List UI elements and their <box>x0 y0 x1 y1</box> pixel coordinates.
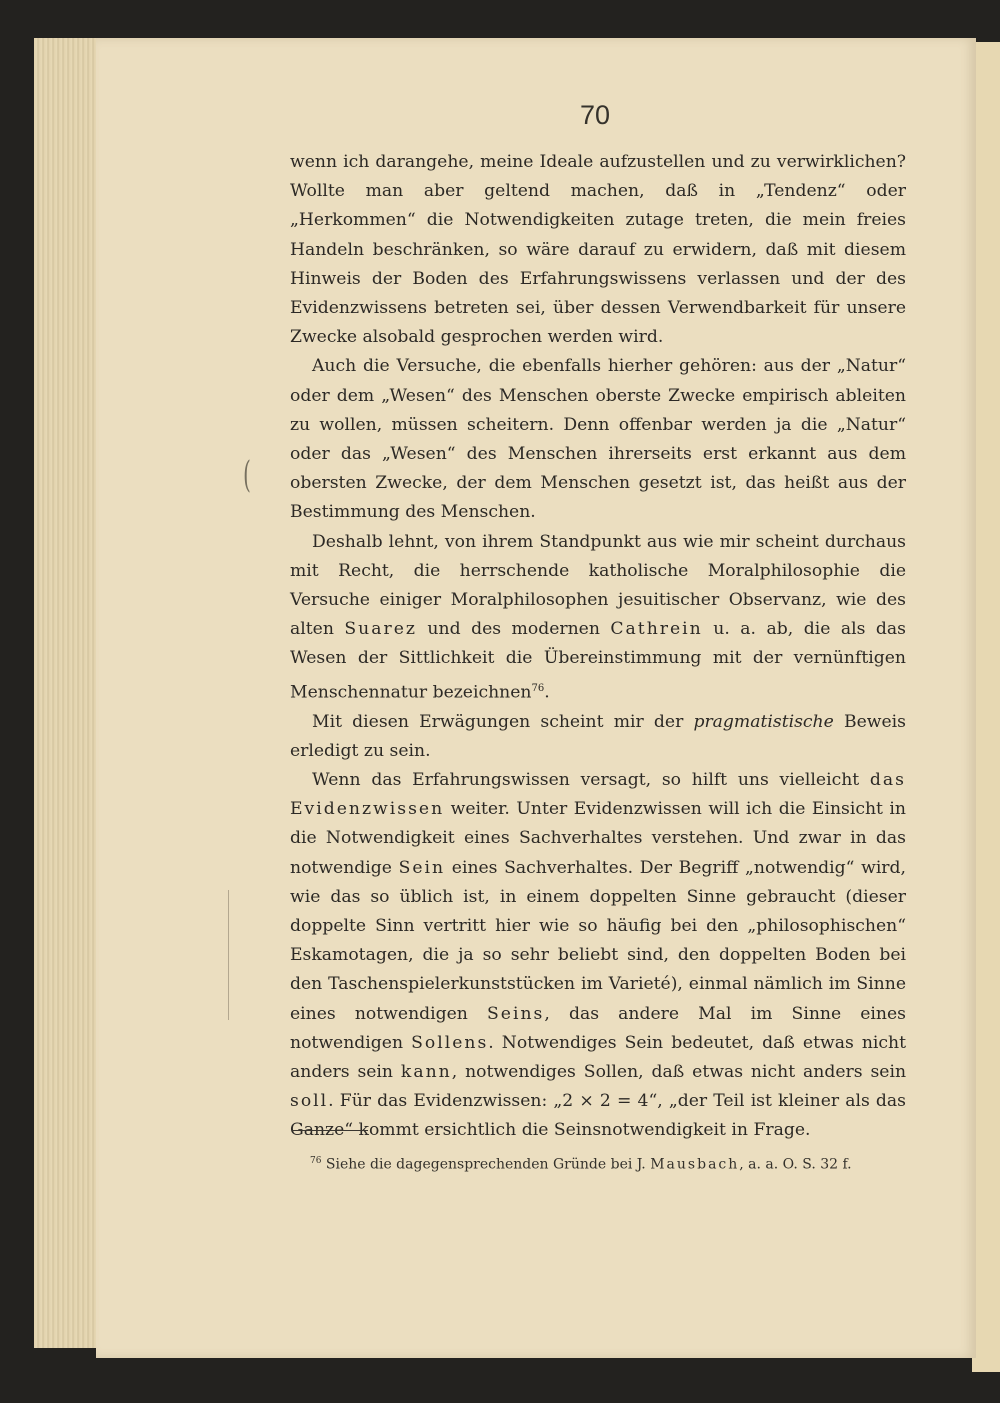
paragraph <box>290 148 906 352</box>
spaced-emphasis-text: kann <box>400 1062 452 1083</box>
paragraph <box>290 766 906 1146</box>
spaced-emphasis-text: Cathrein <box>610 619 703 640</box>
paragraph <box>290 352 906 527</box>
footnote-author: Mausbach <box>650 1156 740 1173</box>
pencil-margin-mark: ( <box>243 455 251 496</box>
spaced-emphasis-text: das Evidenzwissen <box>290 770 906 820</box>
paragraph <box>290 528 906 708</box>
paragraph-text: wenn ich darangehe, meine Ideale aufzustellen und zu verwirklichen? Wollte man aber geltend machen, daß in „Tendenz“ oder „Herkommen“ die Notwendigkeiten zutage treten, die mein freies Handeln beschränken, so wäre darauf zu erwidern, daß mit diesem Hinweis der Boden des Erfahrungswissens verlassen und der des Evidenzwissens betreten sei, über dessen Verwendbarkeit für unsere Zwecke alsobald gesprochen werden wird. <box>290 152 906 348</box>
page-number: 70 <box>579 100 611 130</box>
paragraph-text: weiter. Unter Evidenzwissen will ich die Einsicht in die Notwendigkeit eines Sachverhaltes verstehen. Und zwar in das notwendige <box>290 799 906 878</box>
spaced-emphasis-text: Sein <box>398 857 446 878</box>
paragraph-text: , notwendiges Sollen, daß etwas nicht anders sein <box>451 1062 907 1083</box>
paragraph-text: u. a. ab, die als das Wesen der Sittlichkeit die Übereinstimmung mit der vernünftigen Menschennatur bezeichnen <box>290 619 906 703</box>
paragraph-text: Beweis erledigt zu sein. <box>290 711 906 761</box>
spaced-emphasis-text: Seins <box>487 1003 545 1024</box>
paragraph-text: eines Sachverhaltes. Der Begriff „notwendig“ wird, wie das so üblich ist, in einem doppelten Sinne gebraucht (dieser doppelte Sinn vertritt hier wie so häufig bei den „philosophischen“ Eskamotagen, die ja so sehr beliebt sind, den doppelten Boden bei den Taschenspielerkunststücken im Varieté), einmal nämlich im Sinne eines notwendigen <box>290 857 906 1024</box>
footnote-rule <box>292 1130 368 1131</box>
spaced-emphasis-text: Sollens <box>411 1032 489 1053</box>
pencil-margin-line <box>228 890 229 1020</box>
paragraph-text: . Notwendiges Sein bedeutet, daß etwas nicht anders sein <box>290 1032 907 1083</box>
paragraph-text: Auch die Versuche, die ebenfalls hierher gehören: aus der „Natur“ oder dem „Wesen“ des Menschen oberste Zwecke empirisch ableiten zu wollen, müssen scheitern. Denn offenbar werden ja die „Natur“ oder das „Wesen“ des Menschen ihrerseits erst erkannt aus dem obersten Zwecke, der dem Menschen gesetzt ist, das heißt aus der Bestimmung des Menschen. <box>290 356 906 523</box>
footnote-text-after: , a. a. O. S. 32 f. <box>739 1156 852 1173</box>
right-page-edge <box>972 42 1000 1372</box>
emphasis-text: pragmatistische <box>693 711 834 732</box>
paragraph-text: , das andere Mal im Sinne eines notwendigen <box>290 1003 906 1053</box>
paragraph-text: Deshalb lehnt, von ihrem Standpunkt aus wie mir scheint durchaus mit Recht, die herrschende katholische Moralphilosophie die Versuche einiger Moralphilosophen jesuitischer Observanz, wie des alten <box>290 531 906 640</box>
footnote-text-before: Siehe die dagegensprechenden Gründe bei J. <box>325 1156 651 1173</box>
paragraph-text: Mit diesen Erwägungen scheint mir der <box>312 711 694 732</box>
paragraph-text: und des modernen <box>416 619 611 640</box>
paragraph-text: . Für das Evidenzwissen: „2 × 2 = 4“, „der Teil ist kleiner als das Ganze“ kommt ersichtlich die Seinsnotwendigkeit in Frage. <box>290 1091 906 1141</box>
paragraph-text: . <box>544 682 550 703</box>
paragraph-text: Wenn das Erfahrungswissen versagt, so hilft uns vielleicht <box>312 770 870 790</box>
footnote <box>310 1152 910 1174</box>
spaced-emphasis-text: soll <box>290 1091 329 1112</box>
stacked-page-edges <box>34 38 96 1348</box>
spaced-emphasis-text: Suarez <box>344 619 417 640</box>
footnote-reference: 76 <box>531 682 545 694</box>
paragraph <box>290 708 906 766</box>
footnote-number: 76 <box>310 1156 322 1166</box>
body-text <box>290 148 906 1146</box>
